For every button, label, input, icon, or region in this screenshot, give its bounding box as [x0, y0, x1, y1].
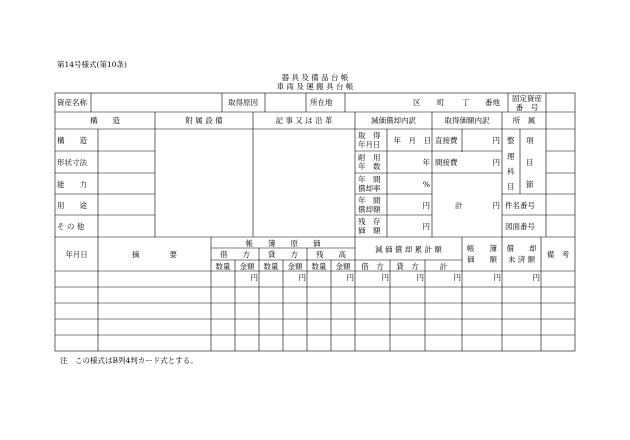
book-price-header-1: 帳 簿	[467, 244, 497, 253]
fixed-asset-number-label: 番 号	[515, 103, 539, 112]
balance-header: 残 高	[316, 250, 346, 259]
credit-amount-header: 金額	[287, 262, 303, 271]
left-label-shape: 形状寸法	[57, 158, 87, 167]
yen-dep-debit: 円	[381, 273, 389, 282]
debit-header: 借 方	[220, 250, 250, 259]
yen-book-price: 円	[493, 273, 501, 282]
undep-header-1: 償 却	[506, 244, 537, 253]
asset-name-label: 資産名称	[57, 98, 87, 107]
yen-debit: 円	[250, 273, 258, 282]
remarks-header: 備 考	[546, 250, 570, 259]
dep-sum-header: 計	[439, 262, 448, 271]
moku2-label: 目	[526, 158, 534, 167]
dep-credit-header: 貸 方	[396, 262, 419, 271]
moku-label: 目	[507, 182, 515, 191]
department-header: 所 属	[512, 116, 536, 125]
rate-value: %	[422, 180, 430, 189]
location-label: 所在地	[310, 98, 333, 107]
banchi-label: 番地	[485, 98, 500, 107]
book-price-header-2: 価 額	[467, 255, 497, 264]
amount-value: 円	[422, 201, 430, 210]
amount-label-2: 償却額	[358, 205, 381, 214]
history-header: 記 事 又 は 沿 革	[275, 116, 333, 125]
rate-label-1: 年 間	[358, 175, 381, 184]
direct-cost-label: 直接費	[435, 136, 458, 145]
acquisition-breakdown-header: 取得価額内訳	[444, 116, 490, 125]
left-label-structure: 構 造	[57, 136, 87, 145]
yen-credit: 円	[298, 273, 306, 282]
debit-quantity-header: 数量	[215, 262, 231, 271]
yen-dep-credit: 円	[416, 273, 424, 282]
credit-quantity-header: 数量	[263, 262, 279, 271]
footer-note: 注 この様式はB列4判カード式とする。	[60, 356, 198, 365]
residual-label-1: 残 存	[358, 217, 381, 226]
total-value: 円	[492, 201, 500, 210]
credit-header: 貸 方	[268, 250, 298, 259]
ka-label: 科	[507, 167, 515, 176]
ledger-summary-header: 摘 要	[132, 250, 177, 259]
yen-dep-sum: 円	[453, 273, 461, 282]
direct-cost-value: 円	[492, 136, 500, 145]
balance-quantity-header: 数量	[311, 262, 327, 271]
drawing-number-label: 図面番号	[505, 222, 535, 231]
indirect-cost-value: 円	[492, 158, 500, 167]
life-value: 年	[422, 158, 430, 167]
title-line-2: 車 両 及 運 搬 具 台 帳	[276, 82, 354, 91]
yen-undep: 円	[532, 273, 540, 282]
fixed-asset-label: 固定資産	[512, 94, 542, 103]
kou-label: 項	[526, 136, 534, 145]
setsu-label: 節	[526, 180, 534, 189]
left-label-other: そ の 他	[57, 222, 85, 231]
ledger-date-header: 年月日	[65, 250, 88, 259]
form-number: 第14号様式(第10条)	[57, 60, 127, 69]
dep-debit-header: 借 方	[361, 262, 384, 271]
acq-date-label-1: 取 得	[358, 131, 381, 140]
book-value-header: 帳 簿 原 価	[245, 239, 321, 248]
indirect-cost-label: 間接費	[435, 158, 458, 167]
left-label-use: 用 途	[57, 201, 87, 210]
chome-label: 丁	[462, 98, 470, 107]
total-label: 計	[455, 201, 463, 210]
ku-label: 区	[413, 98, 421, 107]
life-label-2: 年 数	[358, 162, 381, 171]
title-line-1: 器 具 及 備 品 台 帳	[281, 73, 349, 82]
acq-date-value: 年 月 日	[393, 136, 431, 145]
ri-label: 理	[507, 152, 515, 161]
rate-label-2: 償却率	[358, 184, 381, 193]
machi-label: 町	[437, 98, 445, 107]
left-label-capacity: 能 力	[57, 180, 87, 189]
debit-amount-header: 金額	[239, 262, 255, 271]
acquisition-reason-label: 取得原因	[228, 98, 258, 107]
residual-value: 円	[422, 222, 430, 231]
dep-total-header: 減 価 償 却 累 計 額	[375, 245, 442, 254]
amount-label-1: 年 間	[358, 196, 381, 205]
acq-date-label-2: 年月日	[358, 140, 381, 149]
seiri-label: 整	[507, 136, 515, 145]
residual-label-2: 価 額	[358, 226, 381, 235]
depreciation-breakdown-header: 減価償却内訳	[371, 116, 416, 125]
yen-balance: 円	[346, 273, 354, 282]
fixtures-header: 附 属 設 備	[185, 116, 223, 125]
life-label-1: 耐 用	[358, 153, 381, 162]
structure-header: 構 造	[90, 116, 120, 125]
undep-header-2: 未 済 額	[507, 255, 536, 264]
balance-amount-header: 金額	[335, 262, 351, 271]
item-number-label: 件名番号	[505, 201, 535, 210]
